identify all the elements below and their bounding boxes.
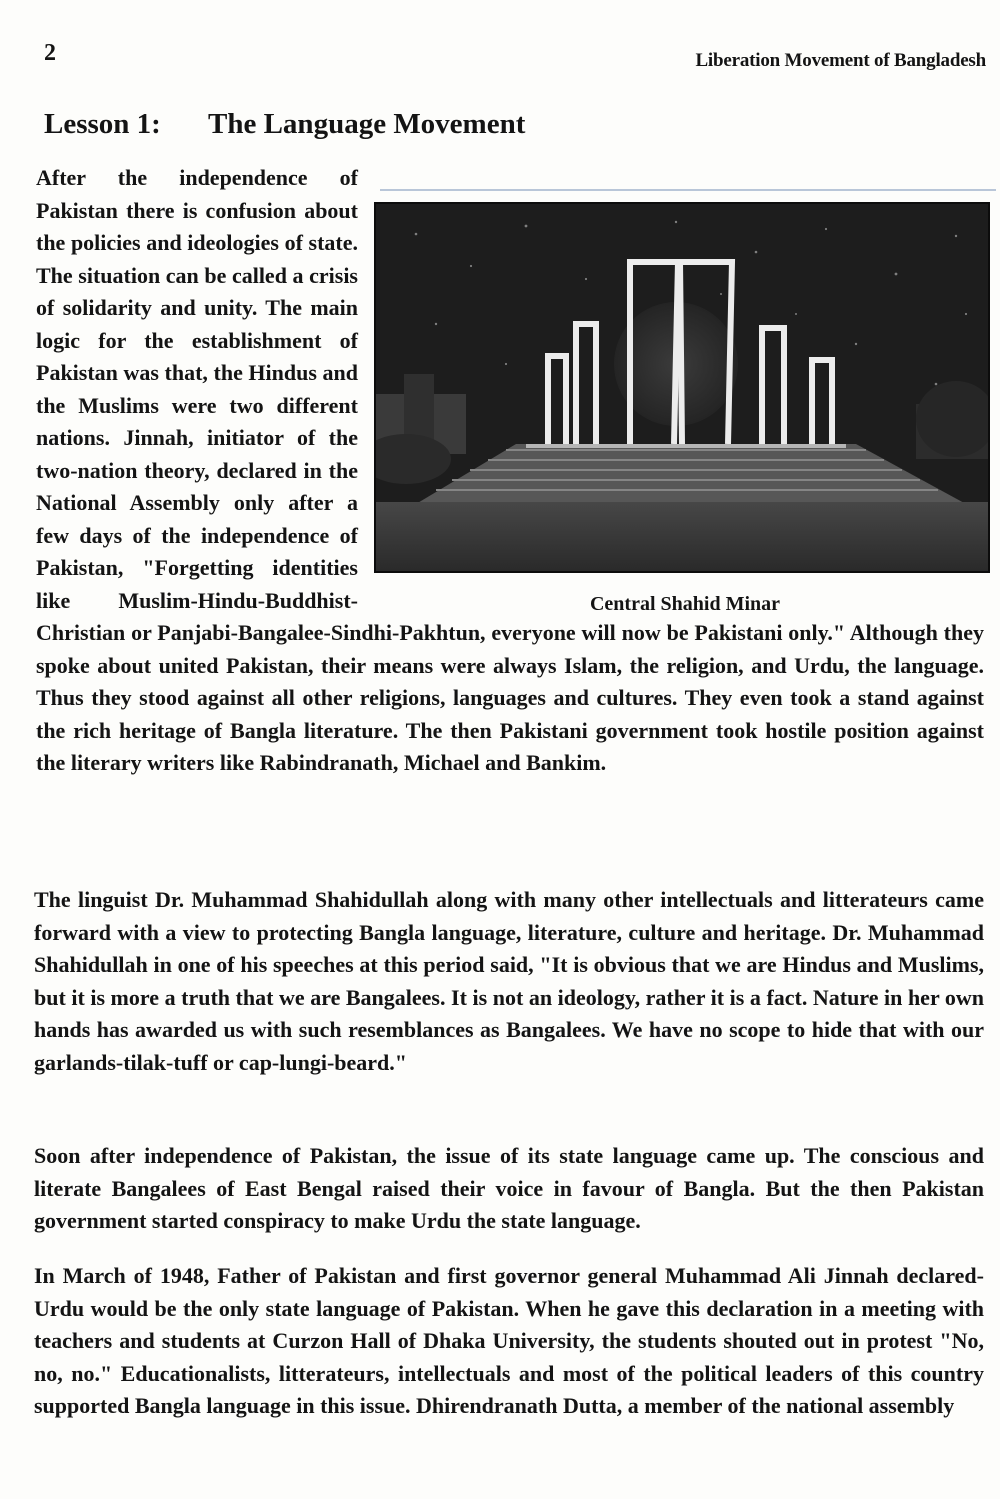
running-header: Liberation Movement of Bangladesh	[695, 50, 986, 71]
lesson-name: The Language Movement	[208, 108, 526, 140]
paragraph-1: After the independence of Pakistan there is confusion about the policies and ideologies of state. The situation can be called a crisis of solidarity and unity. The main logic for the establishment of Pakistan was that, the Hindus and the Muslims were two different nations. Jinnah, initiator of the two-nation theory, declared in the National Assembly only after a few days of the independence of Pakistan, "Forgetting identities like Muslim-Hindu-Buddhist-Christian or Panjabi-Bangalee-Sindhi-Pakhtun, everyone will now be Pakistani only." Although they spoke about united Pakistan, their means were always Islam, the religion, and Urdu, the language. Thus they stood against all other religions, languages and cultures. They even took a stand against the rich heritage of Bangla literature. The then Pakistani government took hostile position against the literary writers like Rabindranath, Michael and Bankim.	[36, 165, 984, 775]
paragraph-2: The linguist Dr. Muhammad Shahidullah along with many other intellectuals and litterateurs came forward with a view to protecting Bangla language, literature, culture and heritage. Dr. Muhammad Shahidullah in one of his speeches at this period said, "It is obvious that we are Hindus and Muslims, but it is more a truth that we are Bangalees. It is not an ideology, rather it is a fact. Nature in her own hands has awarded us with such resemblances as Bangalees. We have no scope to hide that with our garlands-tilak-tuff or cap-lungi-beard."	[34, 887, 984, 1075]
lesson-title	[44, 108, 525, 141]
monument-illustration	[376, 204, 988, 571]
shahid-minar-photo	[374, 202, 990, 573]
intro-section	[36, 162, 984, 780]
paragraph-4: In March of 1948, Father of Pakistan and first governor general Muhammad Ali Jinnah declared- Urdu would be the only state language of Pakistan. When he gave this declaration in a meeting with teachers and students at Curzon Hall of Dhaka University, the students shouted out in protest "No, no, no." Educationalists, litterateurs, intellectuals and most of the political leaders of this country supported Bangla language in this issue. Dhirendranath Dutta, a member of the national assembly	[34, 1263, 984, 1418]
paragraph-3: Soon after independence of Pakistan, the issue of its state language came up. The conscious and literate Bangalees of East Bengal raised their voice in favour of Bangla. But the then Pakistan government started conspiracy to make Urdu the state language.	[34, 1143, 984, 1233]
page-number: 2	[44, 40, 56, 66]
lesson-number: Lesson 1:	[44, 108, 161, 140]
figure-caption: Central Shahid Minar	[589, 593, 781, 615]
figure	[372, 168, 998, 615]
